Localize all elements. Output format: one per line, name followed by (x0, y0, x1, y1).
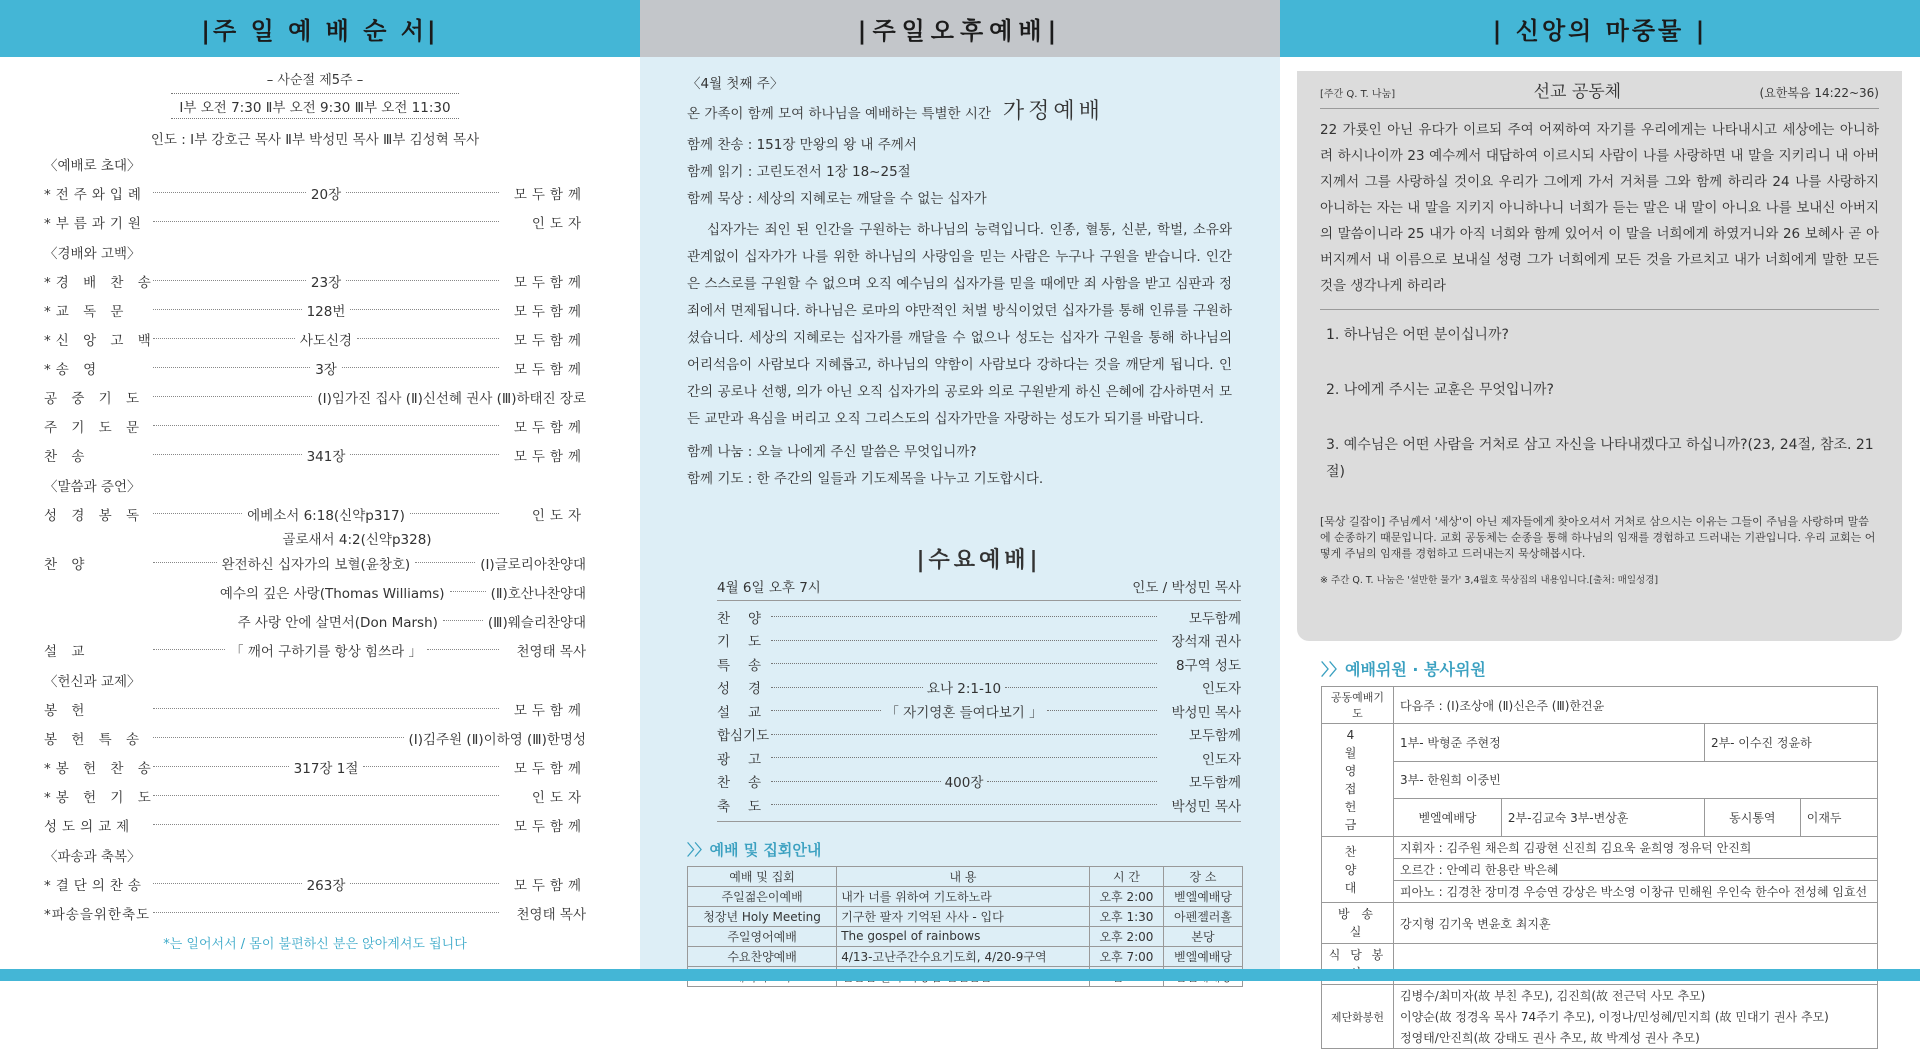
order-row: 공 중 기 도 (Ⅰ)임가진 집사 (Ⅱ)신선혜 권사 (Ⅲ)하태진 장로 (44, 390, 586, 407)
qt-reference: (요한복음 14:22~36) (1759, 86, 1879, 100)
wednesday-title: |수요예배| (916, 548, 1042, 573)
wednesday-row: 광고 인도자 (717, 751, 1241, 768)
meditation-line: 함께 묵상 : 세상의 지혜로는 깨달을 수 없는 십자가 (687, 191, 987, 207)
service-times: Ⅰ부 오전 7:30 Ⅱ부 오전 9:30 Ⅲ부 오전 11:30 (171, 93, 458, 119)
wednesday-row: 설교 「 자기영혼 들여다보기 」 박성민 목사 (717, 704, 1241, 721)
qt-tag: [주간 Q. T. 나눔] (1320, 89, 1396, 100)
order-row: *전주와입례 20장 모두함께 (44, 186, 587, 203)
qt-box (1297, 71, 1902, 641)
intro-line: 온 가족이 함께 모여 하나님을 예배하는 특별한 시간 가정예배 (687, 99, 1104, 124)
order-row: *부름과기원 인도자 (44, 215, 586, 232)
week-label: – 사순절 제5주 – (266, 73, 364, 88)
order-row: *결단의찬송 263장 모두함께 (44, 877, 586, 894)
scripture-text: 22 가룟인 아닌 유다가 이르되 주여 어찌하여 자기를 우리에게는 나타내시고 세상에는 아니하려 하시나이까 23 예수께서 대답하여 이르시되 사람이 나를 사랑하면 내 말을 지키리니 내 아버지께서 그를 사랑하실 것이요 우리가 그에게 가서 거처를 그와 함께 하리라 24 나를 사랑하지 아니하는 자는 내 말을 지키지 아니하나니 너희가 듣는 말은 내 말이 아니요 나를 보내신 아버지의 말씀이니라 25 내가 아직 너희와 함께 있어서 이 말을 너희에게 하였거니와 26 보혜사 곧 아버지께서 내 이름으로 보내실 성령 그가 너희에게 모든 것을 가르치고 내가 너희에게 말한 모든 것을 생각나게 하리라 (1320, 122, 1879, 294)
hymn-line: 함께 찬송 : 151장 만왕의 왕 내 주께서 (687, 137, 917, 153)
prayer-line: 함께 기도 : 한 주간의 일들과 기도제목을 나누고 기도합시다. (687, 471, 1044, 487)
wednesday-row: 특송 8구역 성도 (717, 657, 1241, 674)
section-title: 〈헌신과 교제〉 (44, 674, 141, 690)
question-item: 1. 하나님은 어떤 분이십니까? (1326, 327, 1509, 343)
order-row: 봉 헌 특 송 (Ⅰ)김주원 (Ⅱ)이하영 (Ⅲ)한명성 (44, 731, 586, 748)
leaders: 인도 : Ⅰ부 강호근 목사 Ⅱ부 박성민 목사 Ⅲ부 김성혁 목사 (150, 132, 480, 148)
devotion-text: 십자가는 죄인 된 인간을 구원하는 하나님의 능력입니다. 인종, 혈통, 신분, 학벌, 소유와 관계없이 십자가가 나를 위한 하나님의 사랑임을 믿는 사람은 누구나 구원을 받습니다. 인간은 스스로를 구원할 수 없으며 오직 예수님의 십자가를 믿을 때에만 죄 사함을 받고 심판과 정죄에서 면제됩니다. 하나님은 로마의 야만적인 처벌 방식이었던 십자가를 통해 인류를 구원하셨습니다. 세상의 지혜로는 십자가를 깨달을 수 없으나 성도는 십자가 구원을 통해 하나님의 어리석음이 사람보다 지혜롭고, 하나님의 약함이 사람보다 강하다는 것을 깨닫게 됩니다. 인간의 공로나 선행, 의가 아닌 오직 십자가의 공로와 의로 구원받게 하신 은혜에 감사하면서 모든 교만과 욕심을 버리고 오직 그리스도의 십자가만을 자랑하는 성도가 되기를 바랍니다. (687, 222, 1232, 427)
question-item: 2. 나에게 주시는 교훈은 무엇입니까? (1326, 382, 1554, 398)
order-row: *봉 헌 찬 송 317장 1절 모두함께 (44, 760, 587, 777)
standing-note: *는 일어서서 / 몸이 불편하신 분은 앉아계셔도 됩니다 (163, 937, 467, 952)
column-header: |주 일 예 배 순 서| (0, 0, 640, 57)
table-header-cell: 예배 및 집회 (688, 866, 837, 886)
table-row: 주일영어예배 The gospel of rainbows 오후 2:00 본당 (688, 926, 1243, 946)
order-row: 설 교 「 깨어 구하기를 항상 힘쓰라 」 천영태 목사 (44, 643, 587, 660)
sunday-order-column (0, 0, 640, 981)
order-row: *경 배 찬 송 23장 모두함께 (44, 274, 587, 291)
order-row: 성 경 봉 독 에베소서 6:18(신약p317) 인도자 (44, 507, 587, 524)
order-row: *교 독 문 128번 모두함께 (44, 303, 586, 320)
wednesday-row: 기도 장석재 권사 (717, 634, 1241, 651)
wednesday-row: 찬송 400장 모두함께 (717, 775, 1241, 792)
order-row-continued: 골로새서 4:2(신약p328) (282, 532, 432, 548)
order-row: *파송을위한축도 천영태 목사 (44, 906, 586, 923)
section-title: 〈예배로 초대〉 (44, 158, 141, 174)
wednesday-row: 축도 박성민 목사 (717, 798, 1241, 815)
committee-title: 〉〉예배위원 · 봉사위원 (1321, 660, 1486, 679)
source-note: ※ 주간 Q. T. 나눔은 '설만한 물가' 3,4월호 묵상집의 내용입니다.[출처: 매일성경] (1320, 575, 1659, 586)
wednesday-row: 합심기도 모두함께 (717, 728, 1241, 745)
question-list (1326, 322, 1879, 486)
reading-line: 함께 읽기 : 고린도전서 1장 18~25절 (687, 164, 911, 180)
table-header-cell: 장 소 (1164, 866, 1243, 886)
family-worship-title: 가정예배 (1002, 99, 1104, 124)
faith-primer-column (1280, 0, 1920, 1045)
wednesday-row: 성경 요나 2:1-10 인도자 (717, 681, 1241, 698)
wednesday-service (717, 543, 1241, 822)
table-row: 주일젊은이예배 내가 너를 위하여 기도하노라 오후 2:00 벧엘예배당 (688, 886, 1243, 906)
week-label: 〈4월 첫째 주〉 (687, 76, 784, 92)
section-title: 〈파송과 축복〉 (44, 849, 141, 865)
bottom-bar (0, 969, 1920, 981)
committee-table: 공동예배기도 다음주 : (Ⅰ)조상애 (Ⅱ)신은주 (Ⅲ)한건윤 4 월 영 접 헌 금 1부- 박형준 주현정 2부- 이수진 정윤하 3부- 한원희 이중빈 벧엘예배당 2부-김교숙 3부-변상훈 동시통역 이재두 찬 양 대 지휘자 : 김주원 채은희 김광현 신진희 김요욱 윤희영 정유덕 안진희 오르간 : 안예리 한용란 박은혜 피아노 : 김경찬 장미경 우승연 강상은 박소영 이창규 민해원 우인숙 한수아 전성혜 임효선 방 송 실 강지형 김기욱 변윤호 최지훈 식 당 봉 제단화봉헌 김병수/최미자(故 부친 추모), 김진희(故 전근덕 사모 추모) 이양순(故 정경옥 목사 74주기 추모), 이정나/민성혜/민지희 (故 민대기 권사 추모) 정영태/안진희(故 강태도 권사 추모, 故 박계성 권사 추모) (1321, 686, 1878, 1049)
table-row: 수요찬양예배 4/13-고난주간수요기도회, 4/20-9구역 오후 7:00 벧엘예배당 (688, 946, 1243, 966)
section-title: 〈말씀과 증언〉 (44, 479, 141, 495)
share-line: 함께 나눔 : 오늘 나에게 주신 말씀은 무엇입니까? (687, 444, 977, 460)
question-item: 3. 예수님은 어떤 사람을 거처로 삼고 자신을 나타내겠다고 하십니까?(23, 24절, 참조. 21절) (1326, 437, 1874, 480)
section-title: 〈경배와 고백〉 (44, 246, 141, 262)
order-row-continued: 주 사랑 안에 살면서(Don Marsh) (Ⅲ)웨슬리찬양대 (237, 614, 586, 631)
info-section-title: 〉〉예배 및 집회안내 (687, 840, 822, 859)
column-header: | 신앙의 마중물 | (1280, 0, 1920, 57)
order-row: 성도의교제 모두함께 (44, 818, 586, 835)
table-header-cell: 시 간 (1089, 866, 1163, 886)
order-row: 찬 양 완전하신 십자가의 보혈(윤창호) (Ⅰ)글로리아찬양대 (44, 556, 586, 573)
order-row: *봉 헌 기 도 인도자 (44, 789, 586, 806)
order-row-continued: 예수의 깊은 사랑(Thomas Williams) (Ⅱ)호산나찬양대 (219, 585, 586, 602)
table-header-cell: 내 용 (837, 866, 1090, 886)
order-row: 봉 헌 모두함께 (44, 702, 586, 719)
order-row: *신 앙 고 백 사도신경 모두함께 (44, 332, 587, 349)
wednesday-leader: 인도 / 박성민 목사 (1132, 580, 1241, 596)
wednesday-date: 4월 6일 오후 7시 (717, 580, 821, 596)
order-row: *송 영 3장 모두함께 (44, 361, 587, 378)
column-header: |주일오후예배| (640, 0, 1280, 57)
order-row: 주 기 도 문 모두함께 (44, 419, 586, 436)
table-row: 청장년 Holy Meeting 기구한 팔자 기억된 사사 - 입다 오후 1:30 아펜젤러홀 (688, 906, 1243, 926)
afternoon-service-column (640, 0, 1280, 981)
meditation-guide: [묵상 길잡이] 주님께서 '세상'이 아닌 제자들에게 찾아오셔서 거처로 삼으시는 이유는 그들이 주님을 사랑하며 말씀에 순종하기 때문입니다. 교회 공동체는 순종을 통해 하나님의 임재를 경험하고 드러내는 기관입니다. 우리 교회는 어떻게 주님의 임재를 경험하고 드러내는지 묵상해봅시다. (1320, 515, 1876, 560)
wednesday-row: 찬양 모두함께 (717, 610, 1241, 627)
qt-title: 선교 공동체 (1533, 82, 1622, 102)
order-row: 찬 송 341장 모두함께 (44, 448, 586, 465)
